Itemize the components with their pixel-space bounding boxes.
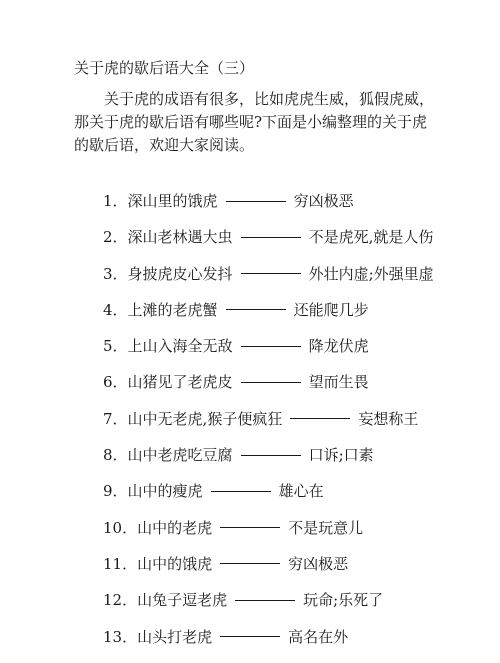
item-number: 7． — [103, 409, 128, 428]
list-item — [103, 627, 434, 663]
item-number: 4． — [103, 300, 128, 319]
list-item — [103, 264, 434, 300]
item-answer: 玩命;乐死了 — [303, 591, 384, 610]
item-answer: 高名在外 — [288, 627, 349, 646]
item-answer: 穷凶极恶 — [288, 554, 349, 573]
item-number: 1． — [103, 192, 128, 210]
dash-separator — [235, 600, 295, 601]
item-riddle: 山兔子逗老虎 — [137, 591, 228, 610]
dash-separator — [241, 273, 301, 274]
item-number: 13． — [103, 627, 138, 646]
item-riddle: 山中的瘦虎 — [127, 482, 203, 501]
page-title: 关于虎的歇后语大全（三） — [74, 59, 255, 77]
item-riddle: 山中无老虎,猴子便疯狂 — [127, 409, 283, 428]
item-number: 2． — [103, 228, 128, 247]
item-number: 8． — [103, 446, 128, 465]
item-answer: 不是虎死,就是人伤 — [308, 228, 434, 247]
dash-separator — [211, 491, 271, 492]
item-number: 6． — [103, 373, 128, 392]
dash-separator — [220, 636, 280, 637]
item-number: 10． — [103, 518, 138, 537]
proverb-list — [103, 191, 434, 663]
item-answer: 望而生畏 — [308, 373, 369, 392]
dash-separator — [241, 237, 301, 238]
item-answer: 外壮内虚;外强里虚 — [308, 264, 434, 283]
item-riddle: 深山里的饿虎 — [127, 192, 218, 210]
item-riddle: 山头打老虎 — [137, 627, 213, 646]
dash-separator — [220, 527, 280, 528]
dash-separator — [290, 418, 350, 419]
intro-text: 关于虎的成语有很多，比如虎虎生威，狐假虎威，那关于虎的歇后语有哪些呢?下面是小编整理的关于虎的歇后语，欢迎大家阅读。 — [74, 90, 435, 154]
item-answer: 妄想称王 — [358, 409, 419, 428]
dash-separator — [220, 563, 280, 564]
list-item — [103, 518, 434, 554]
dash-separator — [241, 455, 301, 456]
item-riddle: 上山入海全无敌 — [127, 337, 233, 356]
list-item — [103, 409, 434, 445]
dash-separator — [226, 201, 286, 202]
item-riddle: 上滩的老虎蟹 — [127, 300, 218, 319]
list-item — [103, 554, 434, 590]
list-item — [103, 481, 434, 517]
item-answer: 口诉;口素 — [308, 446, 374, 465]
dash-separator — [241, 382, 301, 383]
list-item — [103, 336, 434, 372]
item-answer: 穷凶极恶 — [293, 192, 354, 210]
item-number: 11． — [103, 554, 138, 573]
intro-paragraph — [74, 88, 434, 157]
item-riddle: 山中的饿虎 — [137, 554, 213, 573]
item-riddle: 山中老虎吃豆腐 — [127, 446, 233, 465]
list-item — [103, 191, 434, 227]
item-answer: 降龙伏虎 — [308, 337, 369, 356]
list-item — [103, 227, 434, 263]
item-answer: 不是玩意儿 — [288, 518, 364, 537]
item-riddle: 身披虎皮心发抖 — [127, 264, 233, 283]
list-item — [103, 372, 434, 408]
list-item — [103, 590, 434, 626]
item-number: 12． — [103, 591, 138, 610]
dash-separator — [241, 346, 301, 347]
item-riddle: 山猪见了老虎皮 — [127, 373, 233, 392]
item-number: 5． — [103, 337, 128, 356]
dash-separator — [226, 309, 286, 310]
item-number: 3． — [103, 264, 128, 283]
item-riddle: 深山老林遇大虫 — [127, 228, 233, 247]
item-number: 9． — [103, 482, 128, 501]
item-answer: 雄心在 — [278, 482, 324, 501]
list-item — [103, 300, 434, 336]
item-answer: 还能爬几步 — [293, 300, 369, 319]
list-item — [103, 445, 434, 481]
item-riddle: 山中的老虎 — [137, 518, 213, 537]
